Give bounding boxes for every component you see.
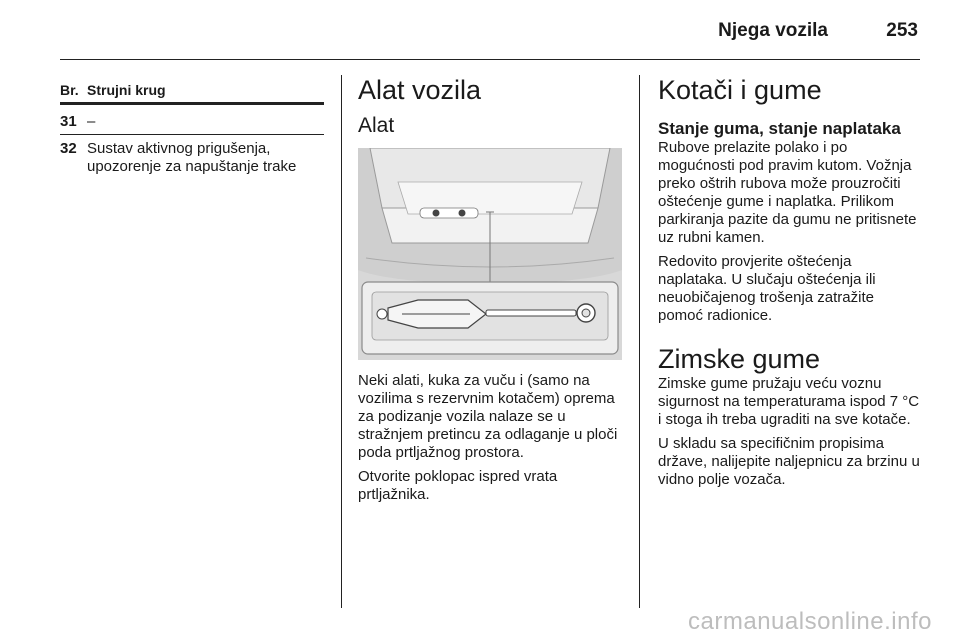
watermark-text: carmanualsonline.info	[688, 608, 932, 635]
page-header-title: Njega vozila	[718, 20, 828, 41]
table-row	[60, 105, 324, 134]
subsection-title-tools: Alat	[358, 114, 395, 137]
paragraph: Zimske gume pružaju veću voznu sigurnost na temperaturama ispod 7 °C i stoga ih treba ugraditi na sve kotače.	[658, 375, 920, 428]
paragraph: Neki alati, kuka za vuču i (samo na vozilima s rezervnim kotačem) oprema za podizanje vozila nalaze se u stražnjem pretincu za odlaganje u ploči poda prtljažnog prostora.	[358, 372, 618, 461]
wheels-tyres-section	[658, 74, 922, 495]
fuse-number: 32	[60, 140, 77, 157]
fuse-table	[60, 82, 324, 179]
page-number: 253	[886, 20, 918, 41]
section-title-winter-tyres: Zimske gume	[658, 344, 821, 374]
column-divider-right	[639, 75, 640, 608]
column-divider-left	[341, 75, 342, 608]
fuse-number: 31	[60, 113, 77, 130]
vehicle-tools-section	[358, 74, 624, 510]
header-divider	[60, 59, 920, 60]
paragraph: Redovito provjerite oštećenja naplataka. U slučaju oštećenja ili neuobičajenog trošenja zatražite pomoć radionice.	[658, 253, 876, 324]
table-row	[60, 134, 324, 179]
column-header-circuit: Strujni krug	[87, 82, 166, 98]
section-title-vehicle-tools: Alat vozila	[358, 75, 482, 105]
fuse-table-header	[60, 82, 324, 105]
section-title-wheels-tyres: Kotači i gume	[658, 75, 822, 105]
subsection-title-tyre-condition: Stanje guma, stanje naplataka	[658, 119, 901, 138]
paragraph: Otvorite poklopac ispred vrata prtljažnika.	[358, 468, 558, 503]
fuse-circuit: –	[87, 113, 96, 130]
fuse-circuit: Sustav aktivnog prigušenja, upozorenje za napuštanje trake	[87, 140, 297, 175]
paragraph: U skladu sa specifičnim propisima države, nalijepite naljepnicu za brzinu u vidno polje vozača.	[658, 435, 920, 488]
vehicle-tools-illustration	[358, 148, 622, 360]
paragraph: Rubove prelazite polako i po mogućnosti pod pravim kutom. Vožnja preko oštrih rubova može prouzročiti oštećenje gume i naplatka. Prilikom parkiranja pazite da gumu ne pritisnete uz rubni kamen.	[658, 139, 917, 246]
column-header-number: Br.	[60, 82, 79, 98]
